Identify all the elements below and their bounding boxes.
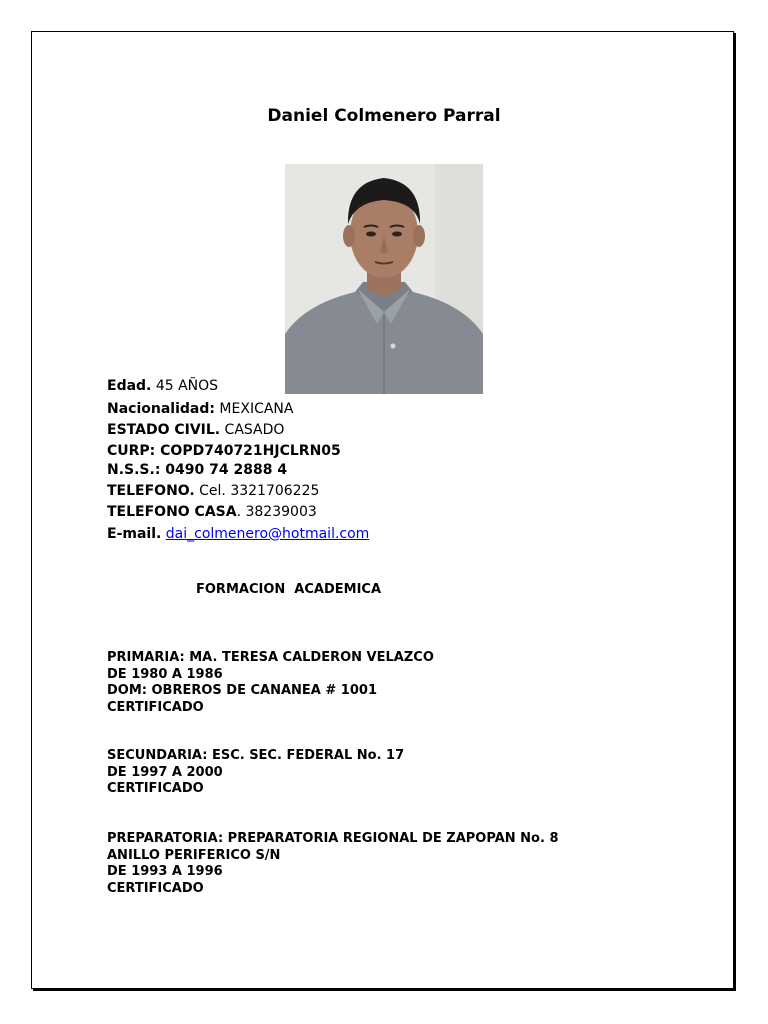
- email-link[interactable]: dai_colmenero@hotmail.com: [165, 526, 370, 542]
- nacionalidad-value: MEXICANA: [214, 401, 294, 417]
- edu-secundaria: [107, 748, 404, 798]
- edu-primaria: [107, 650, 434, 716]
- telefono-casa-line: [107, 502, 317, 522]
- estado-civil-label: ESTADO CIVIL.: [107, 422, 221, 438]
- estado-civil-value: CASADO: [220, 422, 285, 438]
- edu-line: CERTIFICADO: [107, 781, 204, 796]
- edu-line: ANILLO PERIFERICO S/N: [107, 847, 281, 863]
- edu-line: CERTIFICADO: [107, 699, 204, 715]
- telefono-value: Cel. 3321706225: [194, 483, 320, 499]
- edu-preparatoria: [107, 831, 558, 897]
- edad-value: 45 AÑOS: [151, 378, 219, 394]
- telefono-casa-label: TELEFONO CASA: [107, 504, 237, 520]
- edu-line: DE 1993 A 1996: [107, 864, 223, 879]
- candidate-name: Daniel Colmenero Parral: [267, 106, 501, 126]
- telefono-casa-value: . 38239003: [236, 504, 317, 520]
- curp-label: CURP: COPD740721HJCLRN05: [107, 443, 341, 459]
- estado-civil-line: [107, 420, 284, 440]
- email-line: [107, 524, 369, 544]
- nacionalidad-label: Nacionalidad:: [107, 401, 215, 417]
- curp-line: [107, 441, 341, 461]
- section-title-formacion: FORMACION ACADEMICA: [196, 582, 382, 597]
- edu-line: SECUNDARIA: ESC. SEC. FEDERAL No. 17: [107, 748, 405, 763]
- telefono-line: [107, 481, 319, 501]
- nss-label: N.S.S.: 0490 74 2888 4: [107, 462, 288, 478]
- edu-line: CERTIFICADO: [107, 880, 204, 896]
- edu-line: PRIMARIA: MA. TERESA CALDERON VELAZCO: [107, 650, 434, 665]
- edad-line: [107, 376, 218, 396]
- nacionalidad-line: [107, 399, 293, 419]
- email-label: E-mail.: [107, 526, 162, 542]
- nss-line: [107, 460, 287, 480]
- edu-line: DE 1980 A 1986: [107, 666, 223, 682]
- edu-line: DE 1997 A 2000: [107, 764, 223, 780]
- edu-line: PREPARATORIA: PREPARATORIA REGIONAL DE ZAPOPAN No. 8: [107, 831, 559, 846]
- profile-photo: [285, 164, 483, 394]
- edu-line: DOM: OBREROS DE CANANEA # 1001: [107, 683, 377, 698]
- telefono-label: TELEFONO.: [107, 483, 195, 499]
- edad-label: Edad.: [107, 378, 152, 394]
